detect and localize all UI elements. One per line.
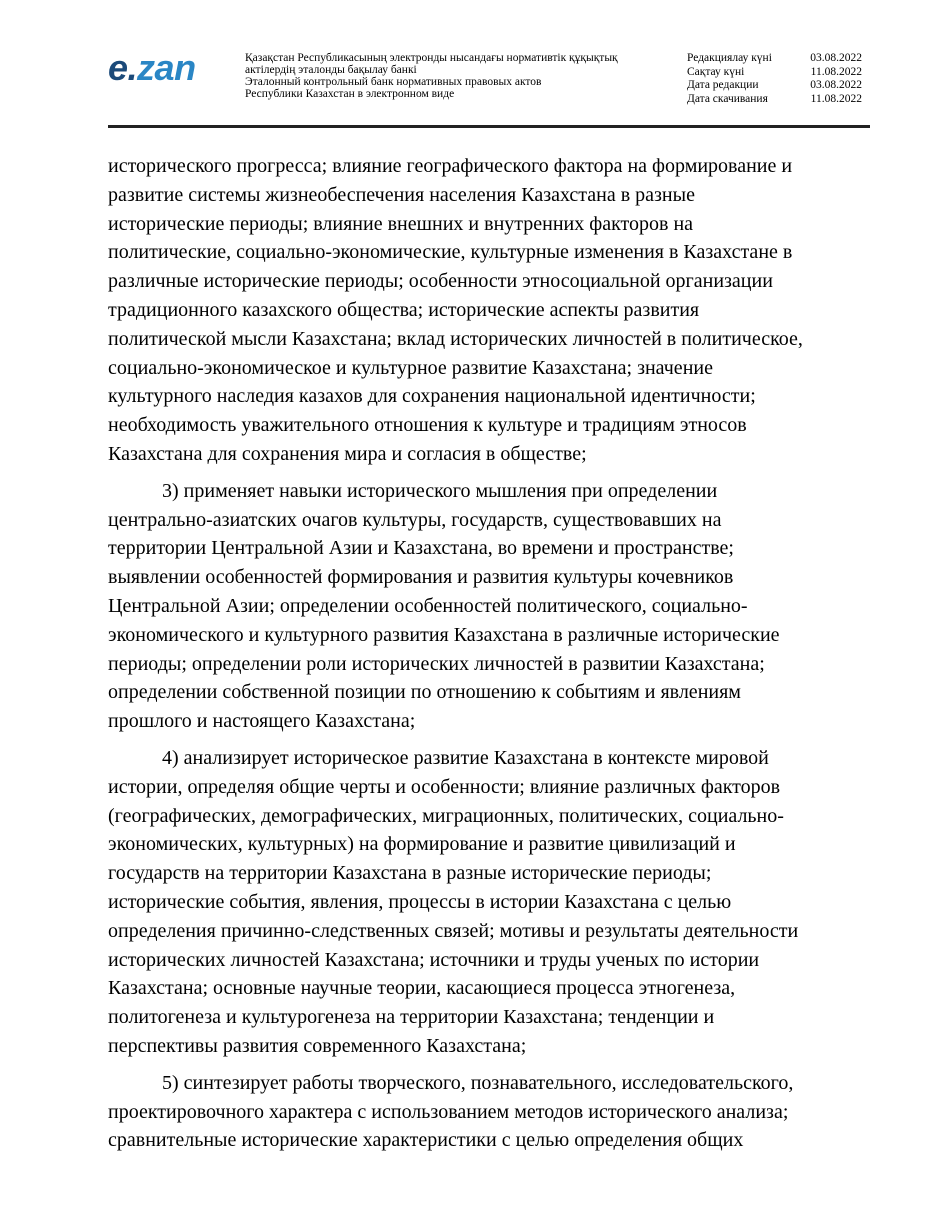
document-body — [108, 152, 858, 1163]
text-line: необходимость уважительного отношения к культуре и традициям этносов — [108, 414, 747, 437]
logo-zan: zan — [137, 47, 196, 88]
header-description — [245, 52, 665, 100]
text-line: развитие системы жизнеобеспечения населения Казахстана в разные — [108, 183, 695, 206]
meta-label: Дата скачивания — [687, 92, 768, 105]
logo-e: e — [108, 47, 128, 88]
meta-row-edit-date-ru — [687, 79, 862, 93]
text-line: 3) применяет навыки исторического мышления при определении — [162, 479, 718, 502]
text-line: Казахстана для сохранения мира и согласия в обществе; — [108, 442, 587, 465]
text-line: политогенеза и культурогенеза на территории Казахстана; тенденции и — [108, 1006, 715, 1029]
text-line: политические, социально-экономические, культурные изменения в Казахстане в — [108, 241, 793, 264]
text-line: центрально-азиатских очагов культуры, государств, существовавших на — [108, 508, 722, 531]
text-line: государств на территории Казахстана в разные исторические периоды; — [108, 862, 712, 885]
text-line: определении собственной позиции по отношению к событиям и явлениям — [108, 681, 741, 704]
paragraph-item-5 — [108, 1069, 858, 1155]
text-line: различные исторические периоды; особенности этносоциальной организации — [108, 270, 773, 293]
text-line: культурного наследия казахов для сохранения национальной идентичности; — [108, 385, 756, 408]
text-line: (географических, демографических, миграционных, политических, социально- — [108, 804, 784, 827]
meta-value: 03.08.2022 — [810, 52, 862, 64]
meta-label: Редакциялау күні — [687, 52, 772, 64]
text-line: выявлении особенностей формирования и развития культуры кочевников — [108, 566, 734, 589]
meta-row-edit-date-kz — [687, 52, 862, 66]
description-line: Республики Казахстан в электронном виде — [245, 88, 455, 100]
header-dates — [687, 52, 862, 106]
text-line: территории Центральной Азии и Казахстана, во времени и пространстве; — [108, 537, 734, 560]
paragraph-item-4 — [108, 744, 858, 1061]
text-line: 5) синтезирует работы творческого, познавательного, исследовательского, — [162, 1071, 794, 1094]
meta-label: Сақтау күні — [687, 65, 745, 78]
text-line: прошлого и настоящего Казахстана; — [108, 710, 416, 733]
paragraph-item-3 — [108, 477, 858, 736]
meta-value: 11.08.2022 — [810, 65, 862, 78]
text-line: исторического прогресса; влияние географического фактора на формирование и — [108, 155, 793, 177]
text-line: проектировочного характера с использованием методов исторического анализа; — [108, 1100, 789, 1123]
text-line: исторические периоды; влияние внешних и внутренних факторов на — [108, 212, 694, 235]
description-line: Эталонный контрольный банк нормативных правовых актов — [245, 76, 542, 88]
description-line: актілердің эталонды бақылау банкі — [245, 64, 417, 76]
header-divider — [108, 125, 870, 128]
text-line: исторических личностей Казахстана; источники и труды ученых по истории — [108, 948, 760, 971]
ezan-logo — [108, 47, 196, 88]
text-line: перспективы развития современного Казахстана; — [108, 1034, 527, 1057]
text-line: Казахстана; основные научные теории, касающиеся процесса этногенеза, — [108, 977, 736, 1000]
text-line: сравнительные исторические характеристики с целью определения общих — [108, 1129, 744, 1152]
text-line: экономических, культурных) на формирование и развитие цивилизаций и — [108, 833, 736, 856]
text-line: истории, определяя общие черты и особенности; влияние различных факторов — [108, 775, 781, 798]
logo-dot: . — [127, 47, 138, 88]
text-line: Центральной Азии; определении особенностей политического, социально- — [108, 594, 748, 617]
meta-value: 11.08.2022 — [810, 92, 862, 105]
text-line: определения причинно-следственных связей; мотивы и результаты деятельности — [108, 919, 799, 942]
meta-value: 03.08.2022 — [810, 79, 862, 91]
text-line: политической мысли Казахстана; вклад исторических личностей в политическое, — [108, 327, 803, 350]
description-line: Қазақстан Республикасының электронды нысандағы нормативтік құқықтық — [245, 52, 618, 64]
paragraph — [108, 152, 858, 469]
meta-row-download-date-ru — [687, 93, 862, 107]
text-line: периоды; определении роли исторических личностей в развитии Казахстана; — [108, 652, 765, 675]
text-line: социально-экономическое и культурное развитие Казахстана; значение — [108, 356, 713, 379]
text-line: исторические события, явления, процессы в истории Казахстана с целью — [108, 890, 732, 913]
text-line: традиционного казахского общества; исторические аспекты развития — [108, 298, 700, 321]
document-header — [0, 0, 935, 130]
meta-row-save-date-kz — [687, 66, 862, 80]
meta-label: Дата редакции — [687, 79, 759, 91]
text-line: экономического и культурного развития Казахстана в различные исторические — [108, 623, 780, 646]
text-line: 4) анализирует историческое развитие Казахстана в контексте мировой — [162, 746, 769, 769]
